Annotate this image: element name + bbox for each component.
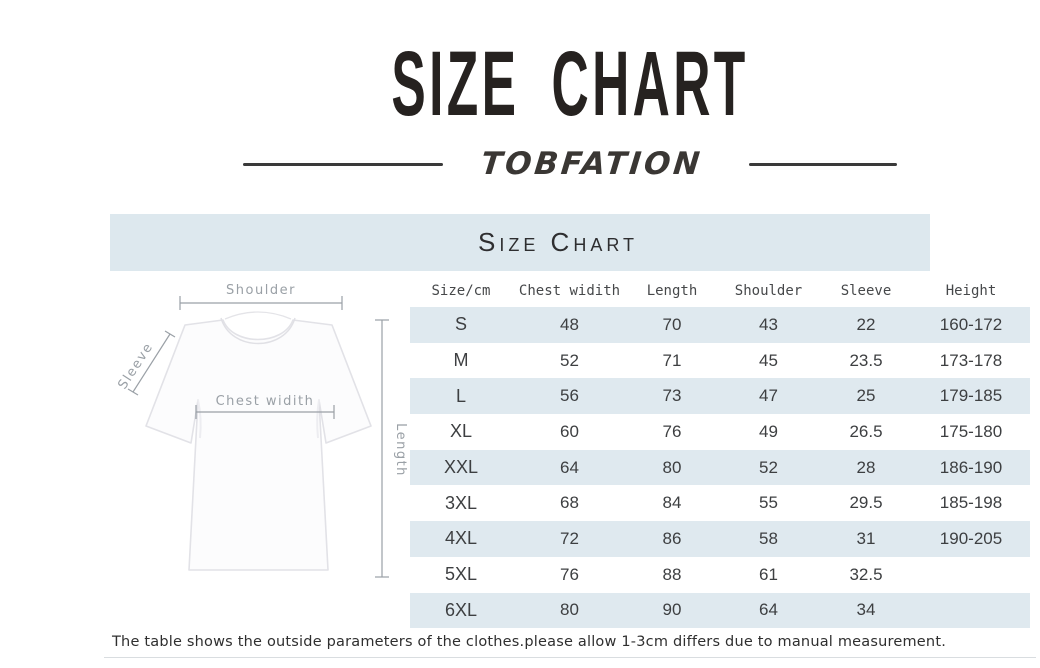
table-cell: 47 [759,386,778,406]
table-cell: 34 [856,600,876,620]
table-cell: 175-180 [939,421,1003,441]
table-cell: 43 [759,314,778,334]
table-cell: 26.5 [849,421,883,441]
table-cell: 185-198 [939,493,1003,513]
table-cell: 173-178 [939,350,1003,370]
table-cell: 3XL [444,492,478,513]
page-title: SIZE CHART [391,33,749,135]
title-block [50,33,1040,135]
table-cell: XL [449,421,473,442]
table-cell: 52 [560,350,579,370]
table-row-xxl [410,450,1030,486]
table-cell: 45 [759,350,778,370]
chest-width-label: Chest widith [215,394,315,409]
table-cell: 76 [662,421,682,441]
brand-divider-right [749,163,897,166]
table-row-m [410,343,1030,379]
table-cell: 86 [662,528,682,548]
table-cell: 160-172 [939,314,1003,334]
tshirt-collar-back [225,312,291,319]
table-cell [912,557,1030,593]
table-cell: 23.5 [849,350,883,370]
table-cell: 68 [560,493,579,513]
table-cell: 72 [560,528,579,548]
size-table [410,275,1030,628]
tshirt-illustration [105,278,415,588]
table-row-s [410,307,1030,343]
table-cell: 90 [662,600,682,620]
table-cell: S [454,314,467,335]
brand-row [50,146,1040,182]
table-cell: 58 [759,528,778,548]
table-cell [912,593,1030,629]
table-cell: 64 [759,600,778,620]
shoulder-label: Shoulder [226,283,296,298]
table-cell: 25 [856,386,876,406]
table-row-5xl [410,557,1030,593]
table-cell: 61 [759,564,778,584]
table-cell: 28 [856,457,876,477]
table-cell: 5XL [444,564,478,585]
length-label: Length [393,423,408,477]
table-cell: 73 [662,386,682,406]
table-cell: 64 [560,457,579,477]
column-header-shoulder: Shoulder [734,283,803,299]
table-cell: 48 [560,314,579,334]
table-cell: 71 [662,350,682,370]
footer-note: The table shows the outside parameters of the clothes.please allow 1-3cm differs due to manual measurement. [112,634,947,650]
section-header-title: Size Chart [477,227,639,257]
table-row-4xl [410,521,1030,557]
table-cell: 56 [560,386,579,406]
tshirt-body [146,320,371,570]
table-cell: 70 [662,314,682,334]
table-cell: 22 [856,314,876,334]
table-cell: 55 [759,493,778,513]
table-row-6xl [410,593,1030,629]
table-cell: 80 [560,600,579,620]
size-table-header [410,275,1030,307]
table-row-xl [410,414,1030,450]
table-cell: XXL [443,457,479,478]
table-cell: 186-190 [939,457,1003,477]
table-cell: 76 [560,564,579,584]
column-header-chest: Chest widith [518,283,621,299]
size-table-body [410,307,1030,628]
column-header-sleeve: Sleeve [840,283,892,299]
table-cell: 88 [662,564,682,584]
table-cell: 60 [560,421,579,441]
table-cell: 190-205 [939,528,1003,548]
table-cell: 84 [662,493,682,513]
table-cell: 32.5 [849,564,883,584]
sleeve-dim-tick-top [165,331,175,337]
table-cell: 6XL [444,599,478,620]
column-header-length: Length [646,283,698,299]
table-row-3xl [410,485,1030,521]
table-row-l [410,378,1030,414]
table-cell: 31 [856,528,876,548]
tshirt-diagram [105,278,415,588]
table-cell: L [455,385,466,406]
brand-divider-left [243,163,443,166]
sleeve-label: Sleeve [115,339,157,393]
section-header-bar [110,214,930,271]
table-cell: 29.5 [849,493,883,513]
column-header-height: Height [945,283,997,299]
table-cell: 52 [759,457,778,477]
brand-name: TOBFATION [479,146,705,182]
table-cell: 49 [759,421,778,441]
table-cell: 80 [662,457,682,477]
column-header-size: Size/cm [431,283,491,299]
bottom-divider [104,657,1036,658]
table-cell: M [453,350,469,371]
table-cell: 179-185 [939,386,1003,406]
table-cell: 4XL [444,528,478,549]
